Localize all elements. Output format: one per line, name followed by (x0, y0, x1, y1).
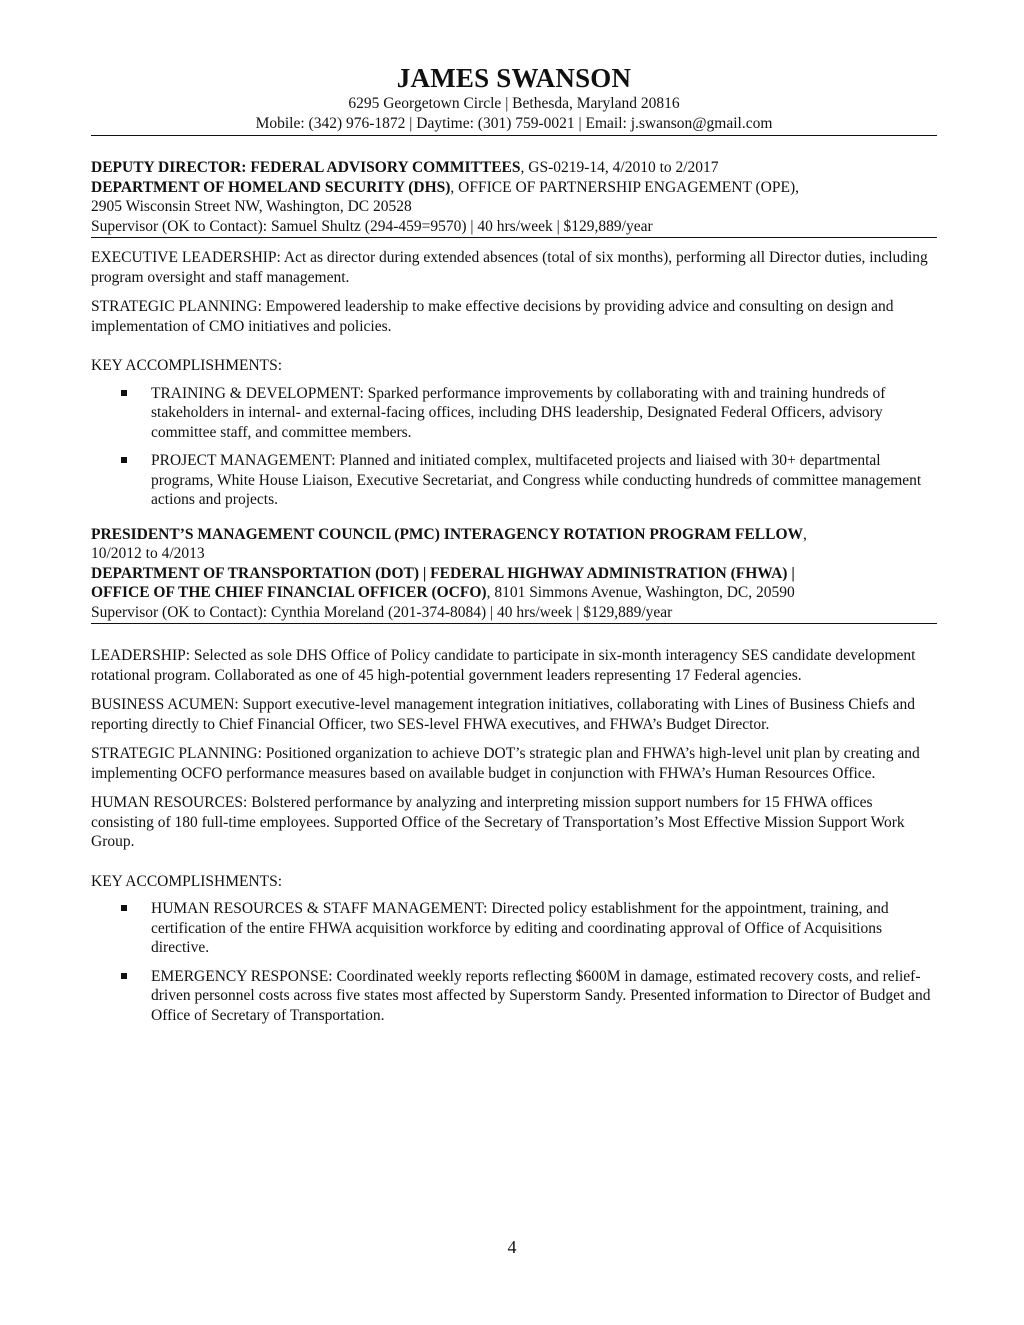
job-2-department-line-1 (91, 564, 937, 584)
job-2-supervisor: Supervisor (OK to Contact): Cynthia Moreland (201-374-8084) | 40 hrs/week | $129,889/year (91, 603, 673, 621)
job-2-accomplishments-heading: KEY ACCOMPLISHMENTS: (91, 872, 283, 890)
job-2-paragraph: LEADERSHIP: Selected as sole DHS Office of Policy candidate to participate in six-month interagency SES candidate development rotational program. Collaborated as one of 45 high-potential government leaders representing 17 Federal agencies. (91, 647, 916, 684)
job-2-address: , 8101 Simmons Avenue, Washington, DC, 20590 (486, 584, 795, 601)
job-1-department: DEPARTMENT OF HOMELAND SECURITY (DHS) (91, 178, 451, 196)
job-1-grade-dates: , GS-0219-14, 4/2010 to 2/2017 (520, 159, 719, 176)
job-1-office: , OFFICE OF PARTNERSHIP ENGAGEMENT (OPE), (450, 178, 799, 196)
accomplishment-text: TRAINING & DEVELOPMENT: Sparked performance improvements by collaborating with and training hundreds of stakeholders in internal- and external-facing offices, including DHS leadership, Designated Federal Officers, advisory committee staff, and committee members. (151, 384, 886, 441)
job-2-department: DEPARTMENT OF TRANSPORTATION (DOT) | FEDERAL HIGHWAY ADMINISTRATION (FHWA) | (91, 564, 795, 582)
bullet-icon (121, 905, 127, 911)
list-item (91, 899, 937, 958)
accomplishment-text: HUMAN RESOURCES & STAFF MANAGEMENT: Directed policy establishment for the appointment, training, and certification of the entire FHWA acquisition workforce by editing and coordinating approval of Office of Acquisitions directive. (151, 900, 889, 956)
job-1-title-line (91, 158, 937, 178)
job-1-title: DEPUTY DIRECTOR: FEDERAL ADVISORY COMMITTEES (91, 159, 521, 176)
job-2-office: OFFICE OF THE CHIEF FINANCIAL OFFICER (OCFO) (91, 584, 487, 601)
job-2-department-line-2 (91, 583, 937, 603)
resume-page (91, 62, 937, 1035)
accomplishment-text: PROJECT MANAGEMENT: Planned and initiated complex, multifaceted projects and liaised with 30+ departmental programs, White House Liaison, Executive Secretariat, and Congress while conducting hundreds of committee management actions and projects. (151, 452, 922, 508)
job-1-paragraph: STRATEGIC PLANNING: Empowered leadership to make effective decisions by providing advice and consulting on design and implementation of CMO initiatives and policies. (91, 298, 894, 335)
job-1-paragraph: EXECUTIVE LEADERSHIP: Act as director during extended absences (total of six months), performing all Director duties, including program oversight and staff management. (91, 249, 928, 286)
job-2-paragraph: HUMAN RESOURCES: Bolstered performance by analyzing and interpreting mission support numbers for 15 FHWA offices consisting of 180 full-time employees. Supported Office of the Secretary of Transportation’s Most Effective Mission Support Work Group. (91, 794, 905, 850)
job-2 (91, 525, 937, 1026)
list-item (91, 967, 937, 1026)
job-2-title-line (91, 525, 937, 545)
job-1-address: 2905 Wisconsin Street NW, Washington, DC 20528 (91, 198, 412, 215)
list-item (91, 451, 937, 510)
job-1 (91, 158, 937, 510)
address-line: 6295 Georgetown Circle | Bethesda, Maryland 20816 (348, 95, 680, 112)
job-1-divider (91, 237, 937, 238)
bullet-icon (121, 390, 127, 396)
bullet-icon (121, 973, 127, 979)
job-1-supervisor: Supervisor (OK to Contact): Samuel Shultz (294-459=9570) | 40 hrs/week | $129,889/year (91, 217, 653, 235)
job-2-title-comma: , (803, 525, 807, 543)
job-1-accomplishments-heading: KEY ACCOMPLISHMENTS: (91, 357, 283, 374)
job-1-department-line (91, 178, 937, 198)
page-number: 4 (507, 1237, 517, 1257)
job-2-dates: 10/2012 to 4/2013 (91, 545, 205, 562)
phone-email-line: Mobile: (342) 976-1872 | Daytime: (301) 759-0021 | Email: j.swanson@gmail.com (255, 115, 773, 132)
job-2-title: PRESIDENT’S MANAGEMENT COUNCIL (PMC) INTERAGENCY ROTATION PROGRAM FELLOW (91, 525, 804, 543)
job-2-paragraph: STRATEGIC PLANNING: Positioned organization to achieve DOT’s strategic plan and FHWA’s high-level unit plan by creating and implementing OCFO performance measures based on available budget in conjunction with FHWA’s Human Resources Office. (91, 745, 920, 782)
header-divider (91, 135, 937, 136)
job-2-accomplishments-list (91, 899, 937, 1025)
job-2-paragraph: BUSINESS ACUMEN: Support executive-level management integration initiatives, collaborating with Lines of Business Chiefs and reporting directly to Chief Financial Officer, two SES-level FHWA executives, and FHWA’s Budget Director. (91, 696, 915, 733)
list-item (91, 384, 937, 443)
job-1-accomplishments-list (91, 384, 937, 510)
accomplishment-text: EMERGENCY RESPONSE: Coordinated weekly reports reflecting $600M in damage, estimated recovery costs, and relief-driven personnel costs across five states most affected by Superstorm Sandy. Presented information to Director of Budget and Office of Secretary of Transportation. (151, 967, 931, 1024)
bullet-icon (121, 457, 127, 463)
candidate-name: JAMES SWANSON (396, 63, 632, 93)
job-2-divider (91, 623, 937, 624)
